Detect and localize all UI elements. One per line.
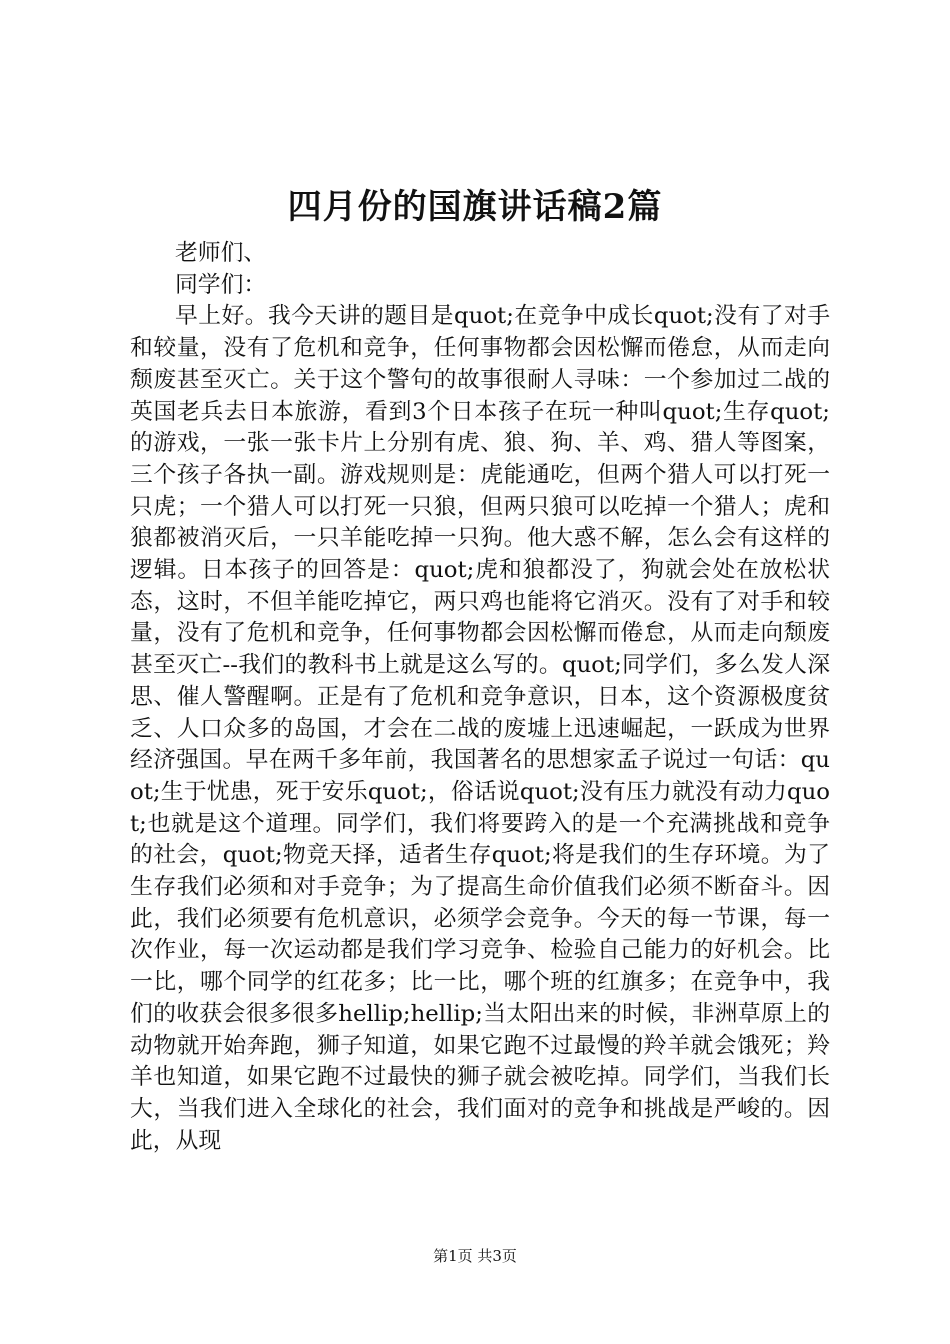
greeting-line-teachers: 老师们、 bbox=[175, 240, 267, 266]
page-footer: 第1页 共3页 bbox=[433, 1247, 517, 1265]
page-title: 四月份的国旗讲话稿2篇 bbox=[287, 187, 663, 227]
speech-paragraph: 早上好。我今天讲的题目是quot;在竞争中成长quot;没有了对手和较量，没有了危机和竞争，任何事物都会因松懈而倦怠，从而走向颓废甚至灭亡。关于这个警句的故事很耐人寻味：一个参加过二战的英国老兵去日本旅游，看到3个日本孩子在玩一种叫quot;生存quot;的游戏，一张一张卡片上分别有虎、狼、狗、羊、鸡、猎人等图案，三个孩子各执一副。游戏规则是：虎能通吃，但两个猎人可以打死一只虎；一个猎人可以打死一只狼，但两只狼可以吃掉一个猎人；虎和狼都被消灭后，一只羊能吃掉一只狗。他大惑不解，怎么会有这样的逻辑。日本孩子的回答是：quot;虎和狼都没了，狗就会处在放松状态，这时，不但羊能吃掉它，两只鸡也能将它消灭。没有了对手和较量，没有了危机和竞争，任何事物都会因松懈而倦怠，从而走向颓废甚至灭亡--我们的教科书上就是这么写的。quot;同学们，多么发人深思、催人警醒啊。正是有了危机和竞争意识，日本，这个资源极度贫乏、人口众多的岛国，才会在二战的废墟上迅速崛起，一跃成为世界经济强国。早在两千多年前，我国著名的思想家孟子说过一句话：quot;生于忧患，死于安乐quot;，俗话说quot;没有压力就没有动力quot;也就是这个道理。同学们，我们将要跨入的是一个充满挑战和竞争的社会，quot;物竞天择，适者生存quot;将是我们的生存环境。为了生存我们必须和对手竞争；为了提高生命价值我们必须不断奋斗。因此，我们必须要有危机意识，必须学会竞争。今天的每一节课，每一次作业，每一次运动都是我们学习竞争、检验自己能力的好机会。比一比，哪个同学的红花多；比一比，哪个班的红旗多；在竞争中，我们的收获会很多很多hellip;hellip;当太阳出来的时候，非洲草原上的动物就开始奔跑，狮子知道，如果它跑不过最慢的羚羊就会饿死；羚羊也知道，如果它跑不过最快的狮子就会被吃掉。同学们，当我们长大，当我们进入全球化的社会，我们面对的竞争和挑战是严峻的。因此，从现 bbox=[130, 303, 830, 1154]
greeting-line-students: 同学们： bbox=[175, 271, 267, 298]
document-body bbox=[130, 238, 830, 1157]
